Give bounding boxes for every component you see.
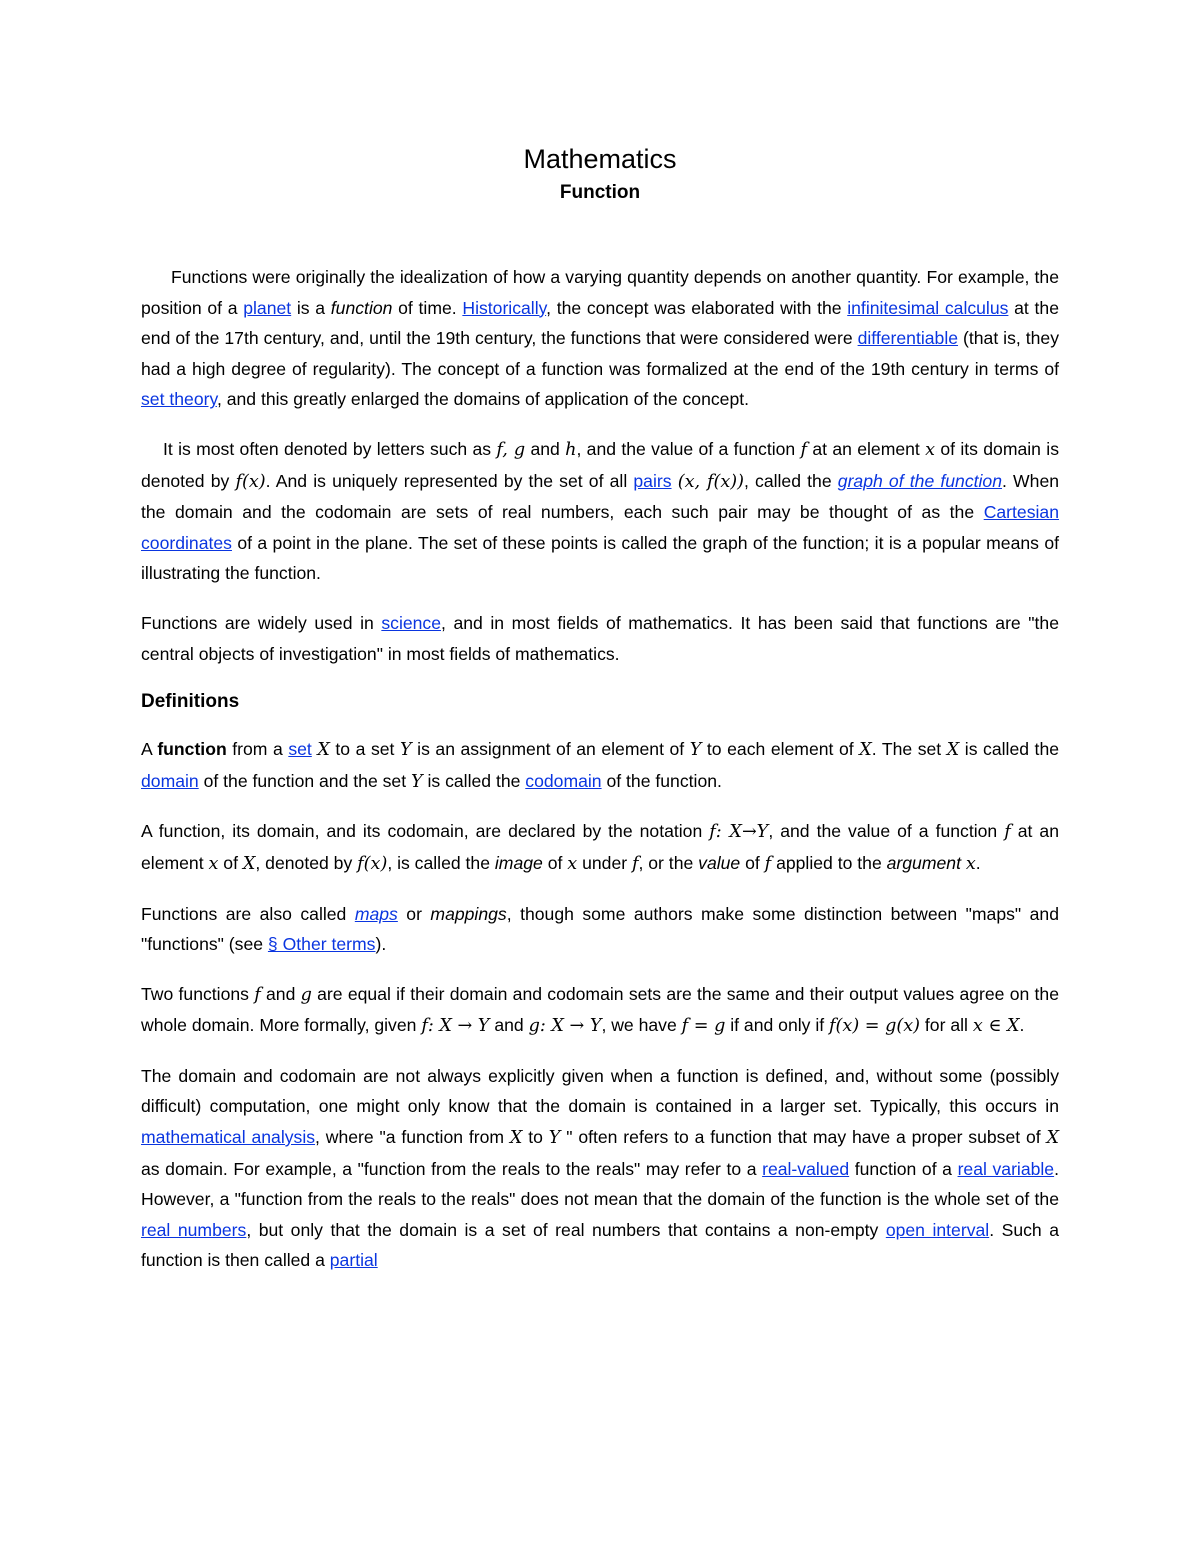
link-other-terms[interactable]: § Other terms — [267, 934, 376, 955]
link-open-interval[interactable]: open interval — [885, 1219, 990, 1240]
equality-paragraph: Two functions f and g are equal if their domain and codomain sets are the same and their output values agree on the whole domain. More formally, given f: X → Y and g: X → Y, we have f = g if and only if f(x) = g(x) for all x ∈ X. — [141, 983, 1059, 1037]
link-cartesian-coordinates[interactable]: Cartesian coordinates — [141, 502, 1059, 553]
link-maps[interactable]: maps — [354, 903, 398, 924]
link-historically[interactable]: Historically — [462, 297, 547, 318]
link-real-valued[interactable]: real-valued — [762, 1158, 850, 1179]
link-graph-of-the-function[interactable]: graph of the function — [837, 470, 1003, 491]
link-domain[interactable]: domain — [141, 770, 199, 791]
link-codomain[interactable]: codomain — [525, 770, 602, 791]
page-title: Mathematics — [523, 144, 677, 174]
notation-definition-paragraph: A function, its domain, and its codomain, are declared by the notation f: X→Y, and the value of a function f at an element x of X, denoted by f(x), is called the image of x under f, or the value of f applied to the argument x. — [141, 821, 1059, 874]
link-set-theory[interactable]: set theory — [141, 389, 217, 410]
notation-paragraph: It is most often denoted by letters such as f, g and h, and the value of a function f at an element x of its domain is denoted by f(x). And is uniquely represented by the set of all pairs (x, f(x)), called the graph of the function. When the domain and the codomain are sets of real numbers, each such pair may be thought of as the Cartesian coordinates of a point in the plane. The set of these points is called the graph of the function; it is a popular means of illustrating the function. — [141, 438, 1060, 584]
document-body — [141, 262, 1059, 1295]
section-heading-definitions: Definitions — [141, 691, 240, 713]
page-subtitle: Function — [559, 182, 641, 203]
link-real-variable[interactable]: real variable — [957, 1158, 1055, 1179]
intro-paragraph: Functions were originally the idealization of how a varying quantity depends on another quantity. For example, the position of a planet is a function of time. Historically, the concept was elaborated with the infinitesimal calculus at the end of the 17th century, and, until the 19th century, the functions that were considered were differentiable (that is, they had a high degree of regularity). The concept of a function was formalized at the end of the 19th century in terms of set theory, and this greatly enlarged the domains of application of the concept. — [141, 267, 1059, 410]
link-planet[interactable]: planet — [243, 297, 292, 318]
link-infinitesimal-calculus[interactable]: infinitesimal calculus — [847, 297, 1009, 318]
maps-paragraph: Functions are also called maps or mappings, though some authors make some distinction between "maps" and "functions" (see § Other terms). — [141, 903, 1059, 955]
link-differentiable[interactable]: differentiable — [857, 328, 959, 349]
link-mathematical-analysis[interactable]: mathematical analysis — [141, 1127, 316, 1148]
link-science[interactable]: science — [381, 612, 441, 633]
link-set[interactable]: set — [288, 739, 312, 760]
domain-codomain-paragraph: The domain and codomain are not always explicitly given when a function is defined, and, without some (possibly difficult) computation, one might only know that the domain is contained in a larger set. Typically, this occurs in mathematical analysis, where "a function from X to Y " often refers to a function that may have a proper subset of X as domain. For example, a "function from the reals to the reals" may refer to a real-valued function of a real variable. However, a "function from the reals to the reals" does not mean that the domain of the function is the whole set of the real numbers, but only that the domain is a set of real numbers that contains a non-empty open interval. Such a function is then called a partial — [141, 1065, 1060, 1271]
definition-paragraph: A function from a set X to a set Y is an assignment of an element of Y to each element of X. The set X is called the domain of the function and the set Y is called the codomain of the function. — [141, 739, 1060, 792]
link-partial[interactable]: partial — [329, 1250, 378, 1271]
link-real-numbers[interactable]: real numbers — [141, 1219, 247, 1240]
usage-paragraph: Functions are widely used in science, and in most fields of mathematics. It has been said that functions are "the central objects of investigation" in most fields of mathematics. — [141, 612, 1059, 664]
link-pairs[interactable]: pairs — [633, 470, 672, 491]
